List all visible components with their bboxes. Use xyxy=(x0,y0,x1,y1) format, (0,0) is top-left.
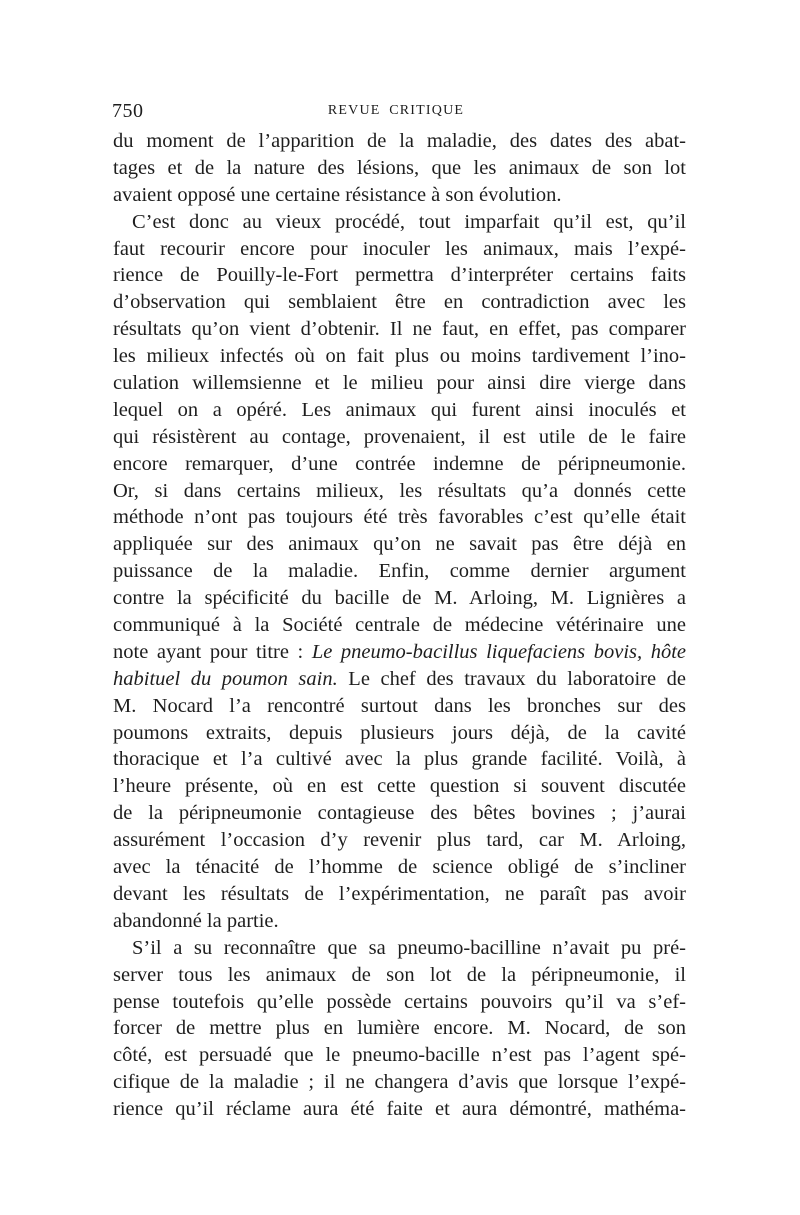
text-line: C’est donc au vieux procédé, tout imparfait qu’il est, qu’il xyxy=(132,210,686,233)
page-header xyxy=(112,100,680,124)
text-line: thoracique et l’a cultivé avec la plus grande facilité. Voilà, à xyxy=(113,748,686,771)
text-fragment: Le chef des travaux du laboratoire de xyxy=(348,667,686,690)
text-line: devant les résultats de l’expérimentation, ne paraît pas avoir xyxy=(113,882,686,905)
text-line: cifique de la maladie ; il ne changera d’avis que lorsque l’expé- xyxy=(113,1071,686,1094)
text-line: avaient opposé une certaine résistance à son évolution. xyxy=(113,183,562,206)
text-line: du moment de l’apparition de la maladie, des dates des abat- xyxy=(113,130,686,152)
text-line-with-title xyxy=(113,666,686,693)
text-line: abandonné la partie. xyxy=(113,909,279,932)
text-line: pense toutefois qu’elle possède certains pouvoirs qu’il va s’ef- xyxy=(113,990,686,1013)
text-line: côté, est persuadé que le pneumo-bacille n’est pas l’agent spé- xyxy=(113,1044,686,1067)
text-line: contre la spécificité du bacille de M. Arloing, M. Lignières a xyxy=(113,587,686,610)
page-number: 750 xyxy=(112,100,144,122)
text-line: qui résistèrent au contage, provenaient, il est utile de le faire xyxy=(113,425,686,448)
text-line: S’il a su reconnaître que sa pneumo-bacilline n’avait pu pré- xyxy=(132,936,686,959)
text-line: d’observation qui semblaient être en contradiction avec les xyxy=(113,291,686,314)
running-title: REVUE CRITIQUE xyxy=(327,103,465,118)
text-line: rience qu’il réclame aura été faite et aura démontré, mathéma- xyxy=(113,1098,686,1121)
text-line: communiqué à la Société centrale de médecine vétérinaire une xyxy=(113,614,686,637)
note-title-italic: Le pneumo-bacillus liquefaciens bovis, hôte xyxy=(311,640,686,663)
text-line: méthode n’ont pas toujours été très favorables c’est qu’elle était xyxy=(113,506,686,529)
text-line: Or, si dans certains milieux, les résultats qu’a donnés cette xyxy=(113,479,686,502)
text-line: lequel on a opéré. Les animaux qui furent ainsi inoculés et xyxy=(113,398,686,421)
text-line: forcer de mettre plus en lumière encore. M. Nocard, de son xyxy=(113,1017,686,1040)
note-title-italic-end: habituel du poumon sain. xyxy=(113,667,338,690)
text-line: encore remarquer, d’une contrée indemne de péripneumonie. xyxy=(113,452,686,475)
text-line: server tous les animaux de son lot de la péripneumonie, il xyxy=(113,963,686,986)
text-line: tages et de la nature des lésions, que les animaux de son lot xyxy=(113,156,686,179)
text-line: poumons extraits, depuis plusieurs jours déjà, de la cavité xyxy=(113,721,686,744)
text-line: rience de Pouilly-le-Fort permettra d’interpréter certains faits xyxy=(113,264,686,287)
text-line: appliquée sur des animaux qu’on ne savait pas être déjà en xyxy=(113,533,686,556)
text-line: les milieux infectés où on fait plus ou moins tardivement l’ino- xyxy=(113,345,686,368)
text-line: M. Nocard l’a rencontré surtout dans les bronches sur des xyxy=(113,694,686,717)
text-line: assurément l’occasion d’y revenir plus tard, car M. Arloing, xyxy=(113,829,686,852)
text-line: culation willemsienne et le milieu pour ainsi dire vierge dans xyxy=(113,372,686,395)
text-line: faut recourir encore pour inoculer les animaux, mais l’expé- xyxy=(113,237,686,260)
text-line: l’heure présente, où en est cette question si souvent discutée xyxy=(113,775,686,798)
text-line-with-title xyxy=(113,639,686,666)
text-line: puissance de la maladie. Enfin, comme dernier argument xyxy=(113,560,686,583)
text-line: résultats qu’on vient d’obtenir. Il ne faut, en effet, pas comparer xyxy=(113,318,686,341)
text-line: avec la ténacité de l’homme de science obligé de s’incliner xyxy=(113,856,686,879)
body-text xyxy=(113,128,686,1123)
text-line: de la péripneumonie contagieuse des bêtes bovines ; j’aurai xyxy=(113,802,686,825)
note-title-intro: note ayant pour titre : xyxy=(113,640,304,663)
